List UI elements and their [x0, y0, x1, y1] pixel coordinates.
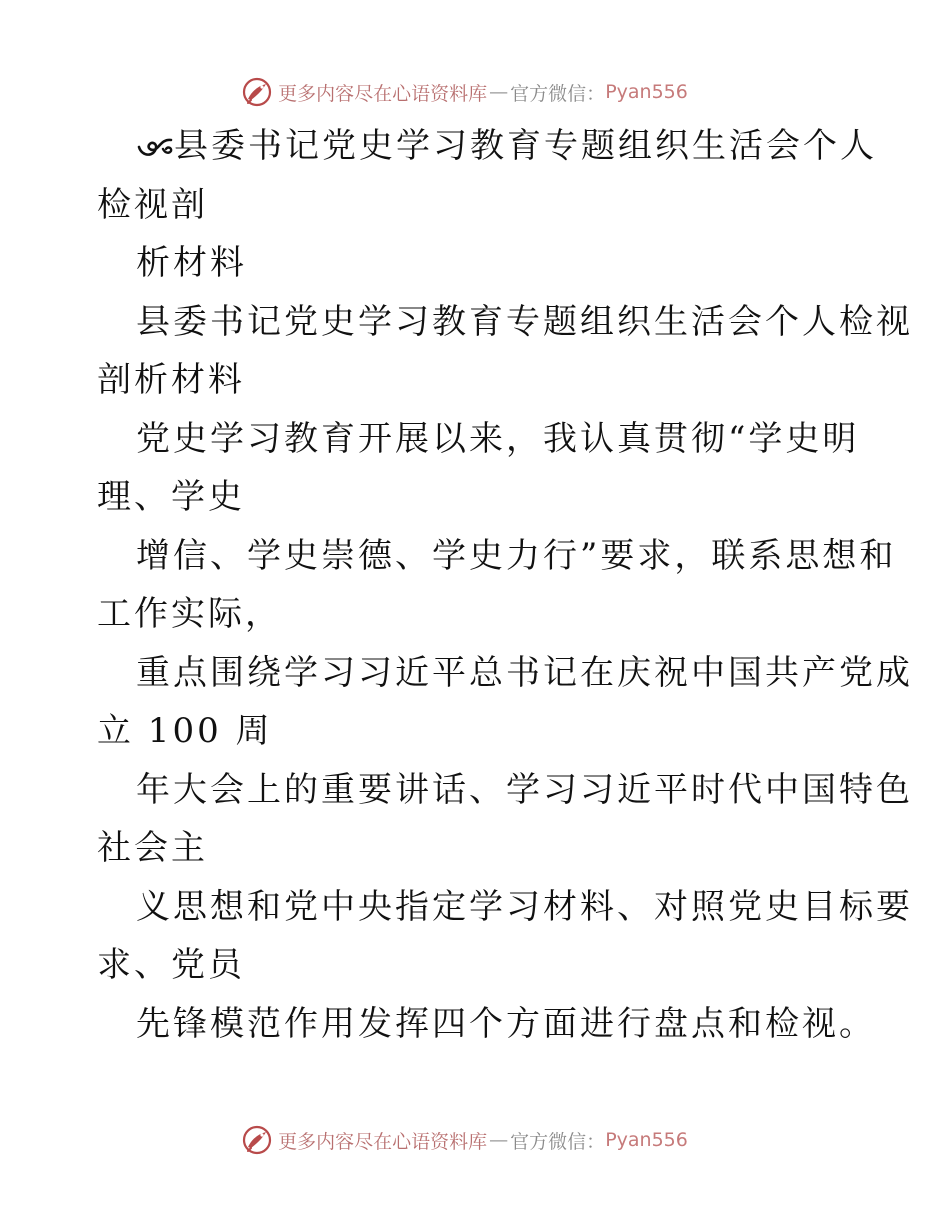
document-title: 县委书记党史学习教育专题组织生活会个人 [174, 126, 877, 166]
text-line: 析材料 [136, 243, 247, 283]
banner-separator: — [489, 81, 509, 103]
banner-main-text: 更多内容尽在心语资料库 [278, 82, 488, 105]
text-line: 理、学史 [97, 477, 245, 517]
text-line: 检视剖 [97, 185, 208, 225]
document-title-line [136, 126, 877, 166]
banner-wechat-label: 官方微信： [510, 1130, 606, 1153]
text-line: 剖析材料 [97, 360, 245, 400]
header-banner [0, 72, 950, 112]
text-line: 先锋模范作用发挥四个方面进行盘点和检视。 [136, 1004, 876, 1044]
text-line: 重点围绕学习习近平总书记在庆祝中国共产党成 [136, 653, 913, 693]
banner-wechat-id: Pyan556 [605, 81, 688, 103]
decorative-flourish-icon [136, 131, 174, 161]
text-line: 社会主 [97, 828, 208, 868]
text-line: 党史学习教育开展以来，我认真贯彻“学史明 [136, 419, 860, 459]
text-line: 增信、学史崇德、学史力行”要求，联系思想和 [136, 536, 897, 576]
banner-wechat-label: 官方微信： [510, 82, 606, 105]
text-line: 年大会上的重要讲话、学习习近平时代中国特色 [136, 770, 913, 810]
text-line: 县委书记党史学习教育专题组织生活会个人检视 [136, 302, 913, 342]
pen-nib-logo-icon [242, 1125, 272, 1155]
text-line: 求、党员 [97, 945, 245, 985]
text-line: 义思想和党中央指定学习材料、对照党史目标要 [136, 887, 913, 927]
banner-wechat-id: Pyan556 [605, 1129, 688, 1151]
text-line: 工作实际， [97, 594, 282, 634]
text-line: 立 100 周 [97, 711, 273, 751]
pen-nib-logo-icon [242, 77, 272, 107]
footer-banner [0, 1120, 950, 1160]
banner-main-text: 更多内容尽在心语资料库 [278, 1130, 488, 1153]
banner-separator: — [489, 1129, 509, 1151]
